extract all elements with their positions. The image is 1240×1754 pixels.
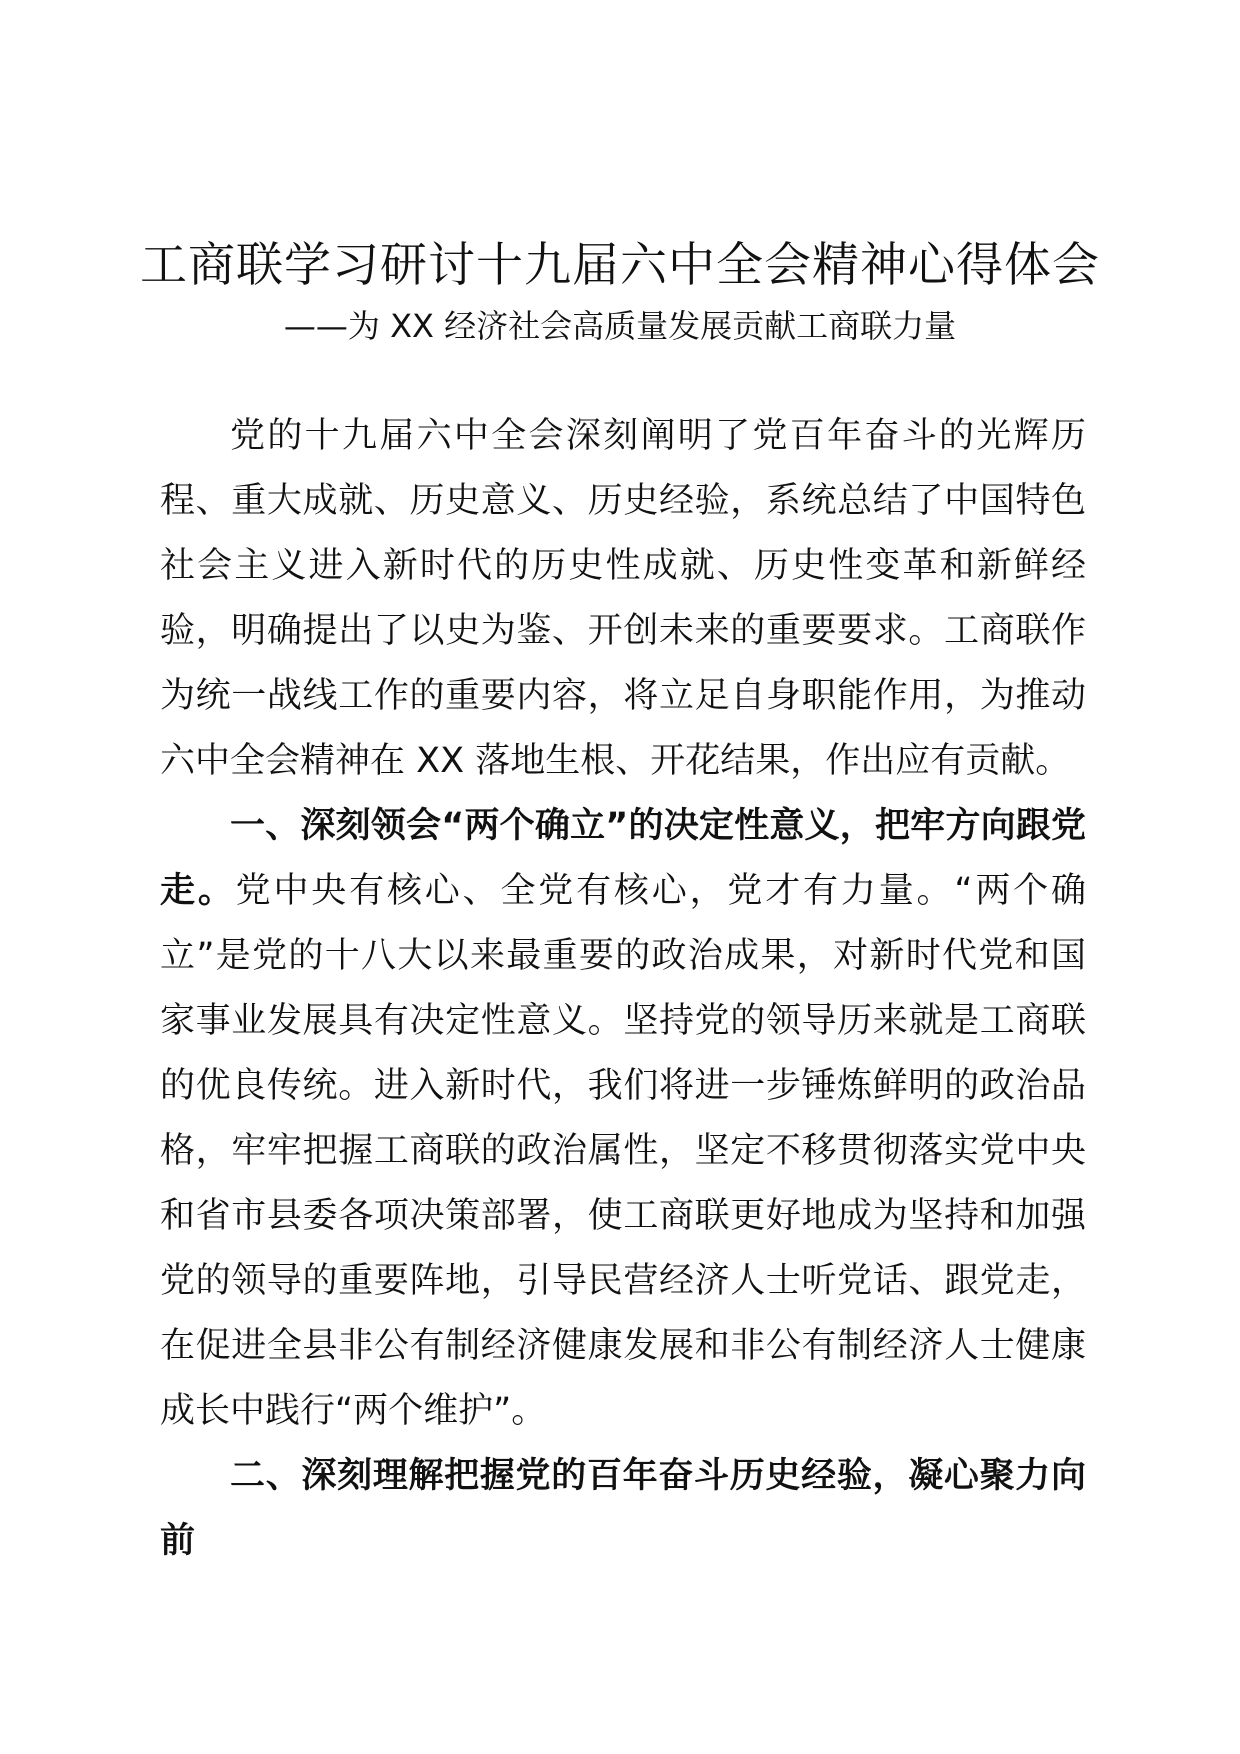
paragraph-section-two (160, 1444, 1086, 1574)
document-title: 工商联学习研讨十九届六中全会精神心得体会 (140, 238, 1100, 293)
document-subtitle: ——为 XX 经济社会高质量发展贡献工商联力量 (283, 307, 957, 345)
paragraph-text: 党中央有核心、全党有核心，党才有力量。“两个确立”是党的十八大以来最重要的政治成果，对新时代党和国家事业发展具有决定性意义。坚持党的领导历来就是工商联的优良传统。进入新时代，我们将进一步锤炼鲜明的政治品格，牢牢把握工商联的政治属性，坚定不移贯彻落实党中央和省市县委各项决策部署，使工商联更好地成为坚持和加强党的领导的重要阵地，引导民营经济人士听党话、跟党走，在促进全县非公有制经济健康发展和非公有制经济人士健康成长中践行“两个维护”。 (160, 871, 1086, 1431)
section-heading: 一、深刻领会“两个确立”的决定性意义，把牢方向跟党走。 (160, 806, 1086, 911)
section-heading: 二、深刻理解把握党的百年奋斗历史经验，凝心聚力向前 (160, 1456, 1086, 1561)
document-body (160, 404, 1086, 1574)
paragraph-section-one (160, 794, 1086, 1444)
paragraph-text: 党的十九届六中全会深刻阐明了党百年奋斗的光辉历程、重大成就、历史意义、历史经验，系统总结了中国特色社会主义进入新时代的历史性成就、历史性变革和新鲜经验，明确提出了以史为鉴、开创未来的重要要求。工商联作为统一战线工作的重要内容，将立足自身职能作用，为推动六中全会精神在 XX 落地生根、开花结果，作出应有贡献。 (160, 416, 1086, 781)
paragraph-intro (160, 404, 1086, 794)
